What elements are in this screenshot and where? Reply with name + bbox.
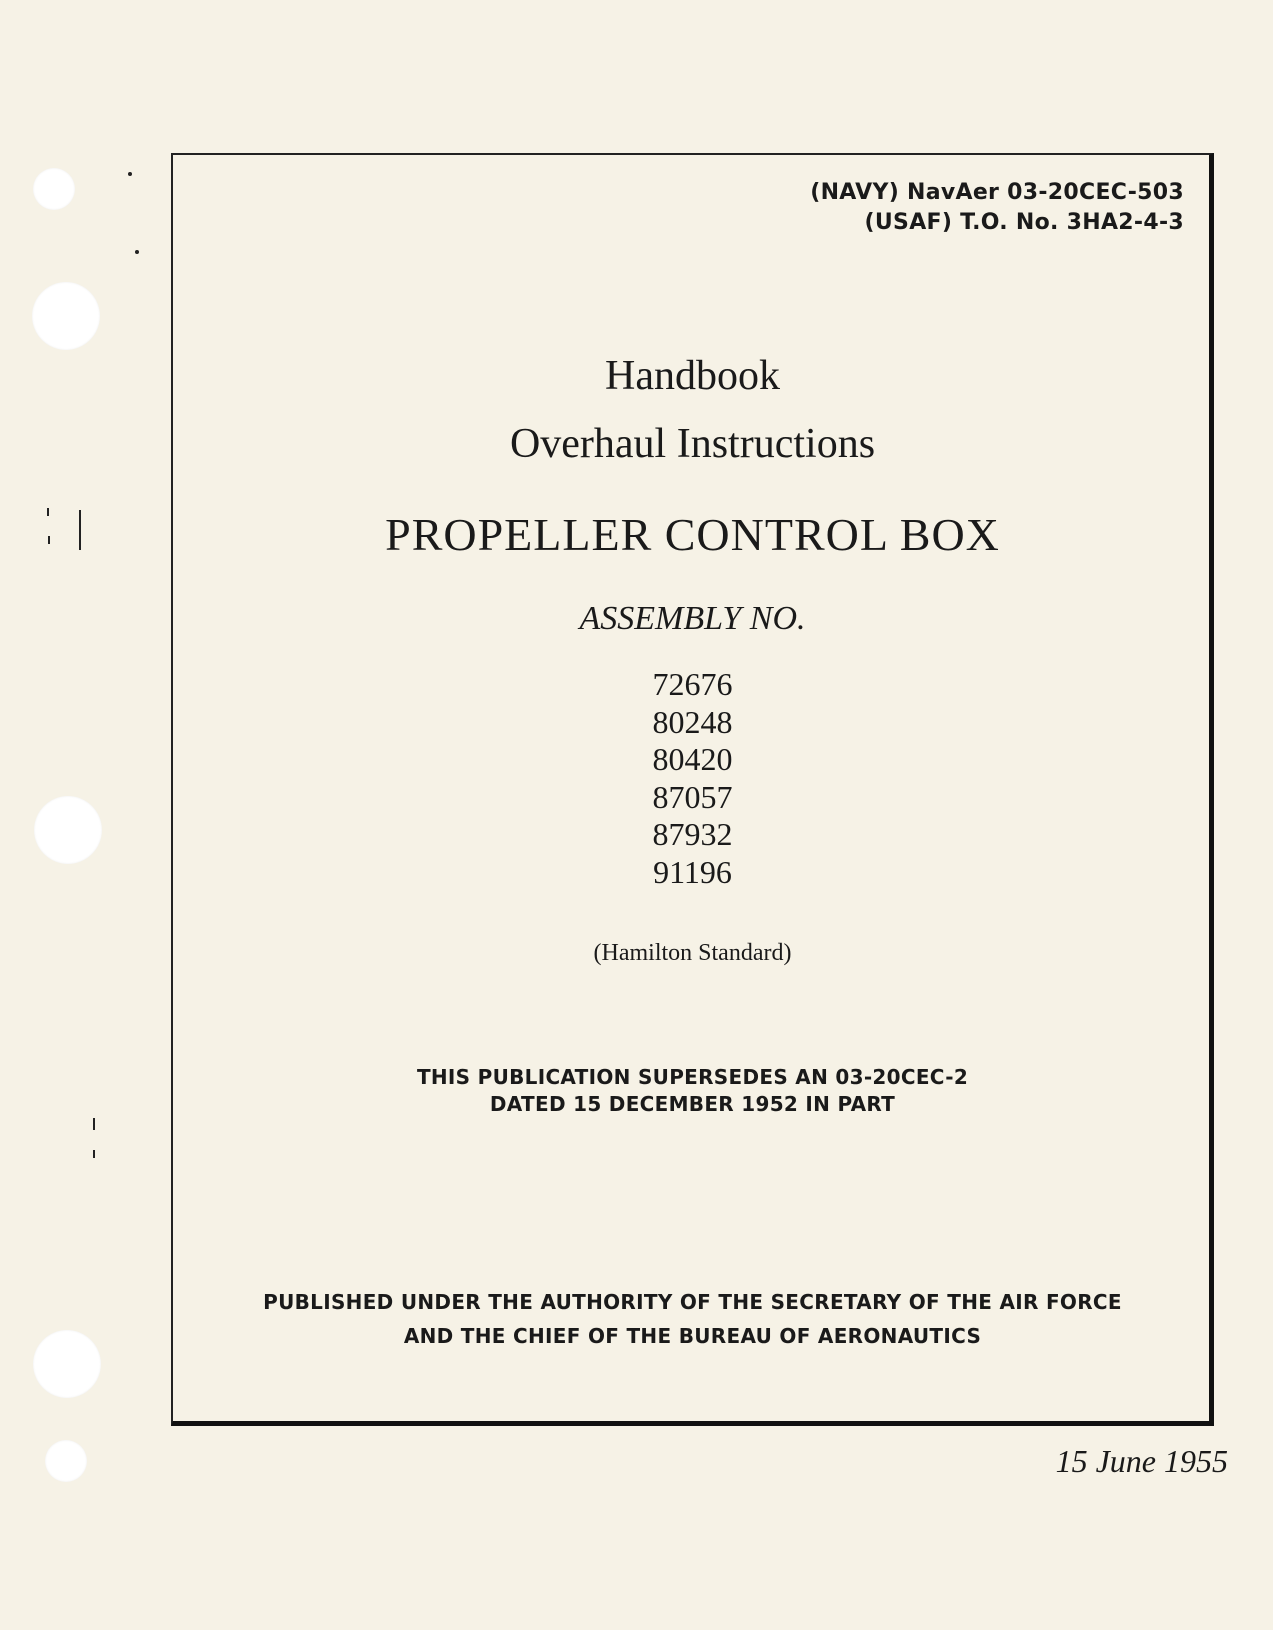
manufacturer-name: (Hamilton Standard)	[593, 940, 792, 966]
title-handbook: Handbook	[605, 353, 780, 399]
punch-hole-4	[33, 1330, 101, 1398]
usaf-publication-number: (USAF) T.O. No. 3HA2-4-3	[864, 210, 1184, 235]
scan-speck	[79, 510, 81, 550]
supersedes-notice-line1: THIS PUBLICATION SUPERSEDES AN 03-20CEC-2	[416, 1065, 969, 1089]
title-overhaul-instructions: Overhaul Instructions	[509, 421, 876, 467]
punch-hole-3	[34, 796, 102, 864]
assembly-number: 80248	[652, 703, 733, 740]
assembly-number: 87057	[652, 778, 733, 815]
assembly-number-list	[171, 666, 1214, 891]
scan-speck	[47, 508, 49, 516]
authority-statement-line2: AND THE CHIEF OF THE BUREAU OF AERONAUTICS	[403, 1324, 982, 1348]
assembly-number: 72676	[652, 666, 733, 702]
punch-hole-5	[45, 1440, 87, 1482]
punch-hole-2	[32, 282, 100, 350]
scan-speck	[48, 536, 50, 544]
supersedes-notice-line2: DATED 15 DECEMBER 1952 IN PART	[489, 1092, 896, 1116]
scan-speck	[135, 250, 139, 254]
main-title: PROPELLER CONTROL BOX	[385, 509, 1000, 560]
scan-speck	[128, 172, 132, 176]
publication-date: 15 June 1955	[1055, 1443, 1228, 1479]
punch-hole-1	[33, 168, 75, 210]
assembly-number: 91196	[653, 853, 732, 890]
assembly-number: 80420	[652, 741, 733, 777]
scan-speck	[93, 1150, 95, 1158]
navy-publication-number: (NAVY) NavAer 03-20CEC-503	[810, 180, 1184, 205]
assembly-heading: ASSEMBLY NO.	[579, 600, 806, 637]
assembly-number: 87932	[652, 816, 733, 852]
scan-speck	[93, 1118, 95, 1130]
authority-statement-line1: PUBLISHED UNDER THE AUTHORITY OF THE SECRETARY OF THE AIR FORCE	[263, 1290, 1122, 1314]
